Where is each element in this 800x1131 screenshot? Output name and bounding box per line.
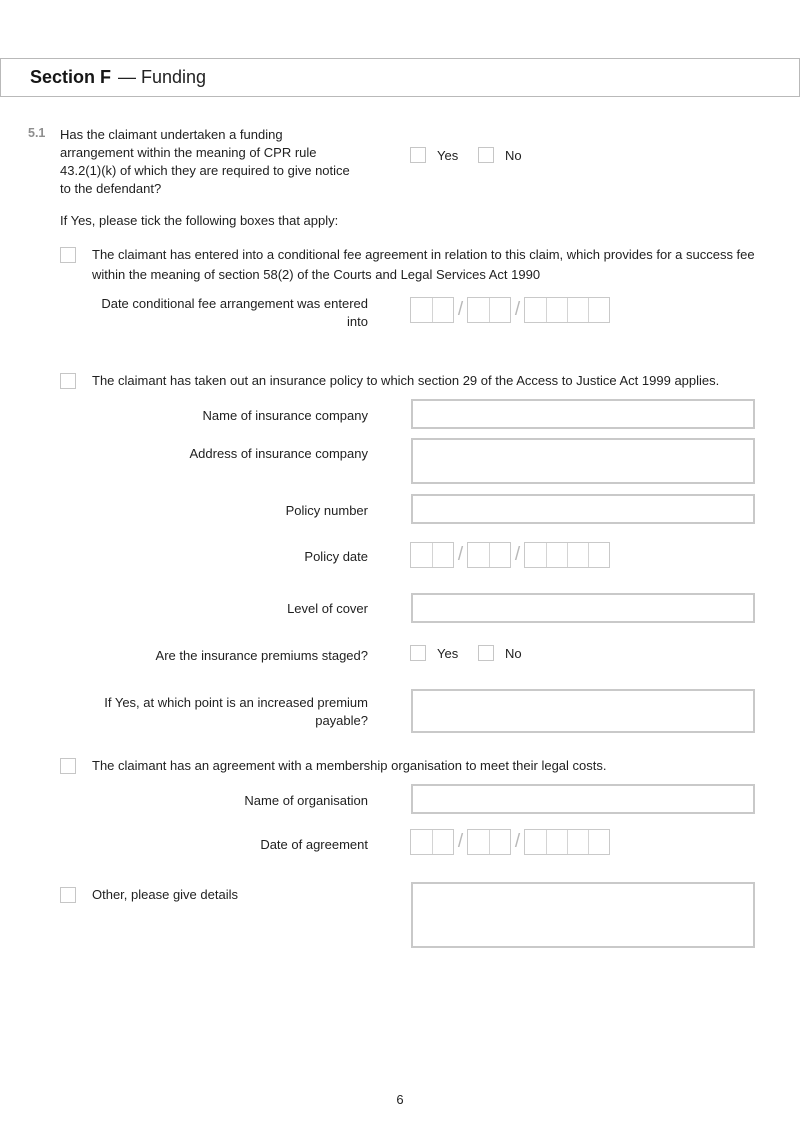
policy-date-input	[410, 542, 610, 568]
instruction-text: If Yes, please tick the following boxes that apply:	[60, 213, 339, 228]
policy-date-day	[410, 542, 454, 568]
date-cell[interactable]	[411, 830, 432, 854]
date-cell[interactable]	[588, 830, 609, 854]
policy-date-month	[467, 542, 511, 568]
cfa-date-month	[467, 297, 511, 323]
date-cell[interactable]	[525, 543, 546, 567]
date-cell[interactable]	[468, 298, 489, 322]
funding-no-label: No	[505, 147, 522, 163]
date-cell[interactable]	[567, 830, 588, 854]
date-cell[interactable]	[411, 543, 432, 567]
date-cell[interactable]	[546, 543, 567, 567]
section-header	[0, 58, 800, 97]
cfa-date-day	[410, 297, 454, 323]
organisation-name-input[interactable]	[411, 784, 755, 814]
cfa-option-text: The claimant has entered into a conditional fee agreement in relation to this claim, which provides for a success fee within the meaning of section 58(2) of the Courts and Legal Services Act 1990	[92, 247, 755, 282]
premiums-no-label: No	[505, 645, 522, 661]
level-of-cover-input[interactable]	[411, 593, 755, 623]
date-cell[interactable]	[525, 298, 546, 322]
date-cell[interactable]	[588, 543, 609, 567]
date-cell[interactable]	[489, 298, 510, 322]
date-cell[interactable]	[432, 830, 453, 854]
agreement-date-year	[524, 829, 610, 855]
policy-date-label: Policy date	[304, 549, 368, 564]
increased-premium-label: If Yes, at which point is an increased premium payable?	[104, 695, 368, 728]
other-details-input[interactable]	[411, 882, 755, 948]
page-number: 6	[396, 1092, 404, 1107]
funding-yes-no-group	[410, 147, 531, 163]
increased-premium-input[interactable]	[411, 689, 755, 733]
date-cell[interactable]	[489, 543, 510, 567]
premiums-no-checkbox[interactable]	[478, 645, 494, 661]
date-separator: /	[514, 831, 521, 852]
insurer-name-input[interactable]	[411, 399, 755, 429]
agreement-date-input	[410, 829, 610, 855]
date-cell[interactable]	[546, 830, 567, 854]
premiums-staged-yes-no-group	[410, 645, 531, 661]
agreement-date-label: Date of agreement	[260, 837, 368, 852]
policy-date-year	[524, 542, 610, 568]
date-cell[interactable]	[468, 543, 489, 567]
policy-number-input[interactable]	[411, 494, 755, 524]
date-separator: /	[457, 544, 464, 565]
date-cell[interactable]	[489, 830, 510, 854]
insurer-name-label: Name of insurance company	[202, 408, 368, 423]
cfa-date-year	[524, 297, 610, 323]
cfa-date-input	[410, 297, 610, 323]
level-of-cover-label: Level of cover	[287, 601, 368, 616]
other-option-text: Other, please give details	[92, 887, 238, 902]
section-title-rest: — Funding	[118, 67, 207, 87]
premiums-yes-checkbox[interactable]	[410, 645, 426, 661]
cfa-checkbox[interactable]	[60, 247, 76, 263]
policy-number-label: Policy number	[285, 503, 368, 518]
insurer-address-input[interactable]	[411, 438, 755, 484]
question-text: Has the claimant undertaken a funding arrangement within the meaning of CPR rule 43.2(1)(k) of which they are required to give notice to the defendant?	[60, 127, 350, 196]
date-separator: /	[457, 831, 464, 852]
other-checkbox[interactable]	[60, 887, 76, 903]
insurer-address-label: Address of insurance company	[189, 446, 368, 461]
premiums-yes-label: Yes	[437, 645, 459, 661]
date-cell[interactable]	[546, 298, 567, 322]
organisation-name-label: Name of organisation	[244, 793, 368, 808]
insurance-option-text: The claimant has taken out an insurance policy to which section 29 of the Access to Justice Act 1999 applies.	[92, 373, 720, 388]
date-cell[interactable]	[525, 830, 546, 854]
date-cell[interactable]	[411, 298, 432, 322]
section-title-bold: Section F	[30, 67, 112, 87]
date-cell[interactable]	[432, 298, 453, 322]
date-cell[interactable]	[588, 298, 609, 322]
question-number: 5.1	[28, 126, 46, 140]
date-separator: /	[514, 544, 521, 565]
funding-yes-label: Yes	[437, 147, 459, 163]
date-cell[interactable]	[468, 830, 489, 854]
date-cell[interactable]	[567, 543, 588, 567]
agreement-date-month	[467, 829, 511, 855]
insurance-checkbox[interactable]	[60, 373, 76, 389]
date-separator: /	[514, 299, 521, 320]
cfa-date-label: Date conditional fee arrangement was entered into	[101, 296, 368, 329]
membership-checkbox[interactable]	[60, 758, 76, 774]
date-separator: /	[457, 299, 464, 320]
funding-no-checkbox[interactable]	[478, 147, 494, 163]
funding-yes-checkbox[interactable]	[410, 147, 426, 163]
membership-option-text: The claimant has an agreement with a membership organisation to meet their legal costs.	[92, 758, 607, 773]
date-cell[interactable]	[567, 298, 588, 322]
date-cell[interactable]	[432, 543, 453, 567]
agreement-date-day	[410, 829, 454, 855]
premiums-staged-label: Are the insurance premiums staged?	[155, 648, 368, 663]
